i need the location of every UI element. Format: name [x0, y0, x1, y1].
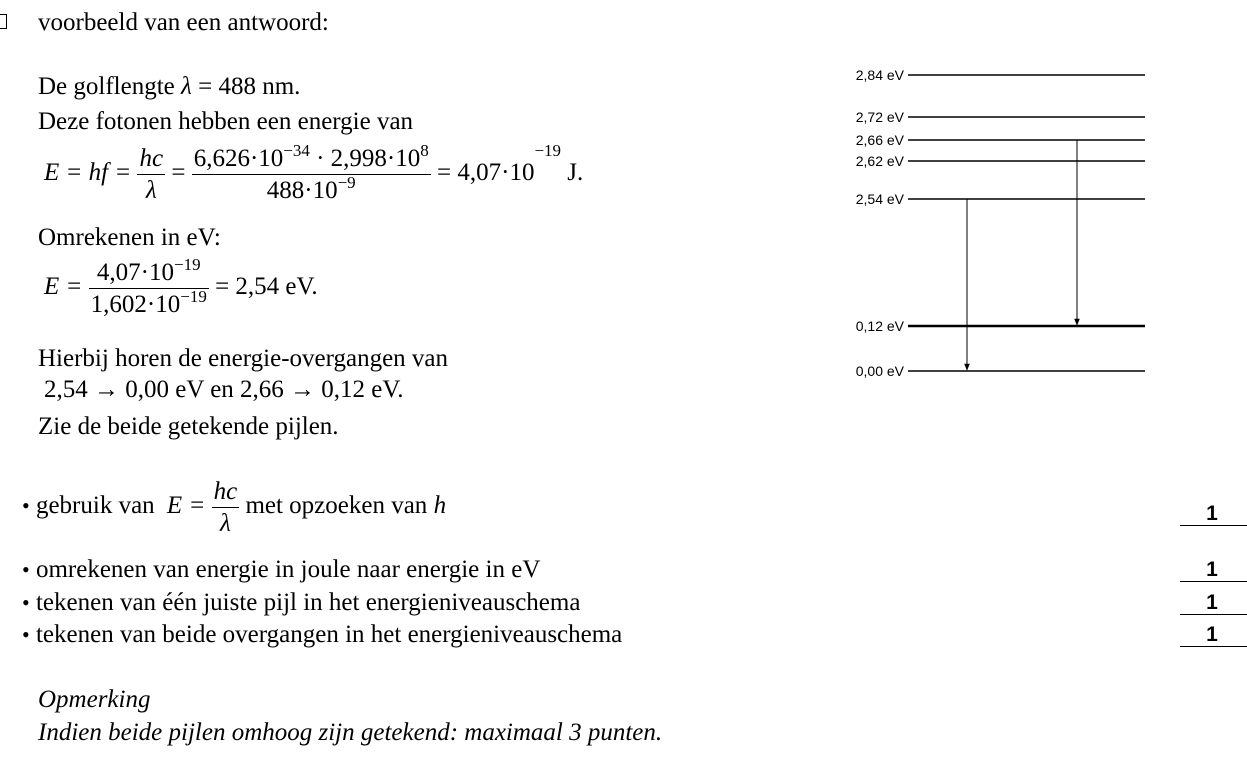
checkbox-marker [0, 14, 7, 29]
transitions-line: Hierbij horen de energie-overgangen van [38, 345, 449, 372]
score-1: 1 [1206, 502, 1218, 525]
energy-level-label: 0,00 eV [855, 363, 904, 379]
energy-level-label: 2,66 eV [855, 132, 904, 148]
energy-level-label: 2,84 eV [855, 67, 904, 83]
score-underline-3 [1180, 614, 1247, 615]
energy-level-label: 2,54 eV [855, 191, 904, 207]
bullet-icon: • [22, 590, 30, 615]
formula-fraction-values: $\frac{6,626\cdot 10^{-34} \cdot 2,998\cdot 10^8}{488\cdot 10^{-9}}$ [193, 141, 429, 204]
bullet-icon: • [22, 493, 30, 519]
energy-level-diagram [840, 60, 1160, 390]
score-underline-2 [1180, 581, 1247, 582]
criterion-2: • omrekenen van energie in joule naar energie in eV [22, 556, 541, 583]
transitions-values: 2,54 → 0,00 eV en 2,66 → 0,12 eV. [44, 376, 404, 403]
energy-level-label: 2,62 eV [855, 153, 904, 169]
score-2: 1 [1206, 558, 1218, 581]
convert-line: Omrekenen in eV: [38, 224, 221, 251]
ev-formula: E = $\frac{4,07\cdot 10^{-19}}{1,602\cdot 10^{-19}}$ = 2,54 eV. [44, 255, 318, 318]
criterion-formula-fraction: $\frac{hc}{\lambda}$ [213, 478, 238, 537]
energy-formula: E = hf = $\frac{hc}{\lambda}$ = $\frac{6,626\cdot 10^{-34} \cdot 2,998\cdot 10^8}{488\cdot 10^{-9}}$ = $4,07\cdot 10^{-19}$ J. [44, 141, 584, 204]
bullet-icon: • [22, 557, 30, 582]
score-underline-1 [1180, 525, 1247, 526]
remark-title: Opmerking [38, 686, 151, 713]
criterion-4: • tekenen van beide overgangen in het energieniveauschema [22, 621, 623, 648]
answer-intro: voorbeeld van een antwoord: [38, 9, 329, 36]
score-3: 1 [1206, 591, 1218, 614]
score-underline-4 [1180, 646, 1247, 647]
remark-text: Indien beide pijlen omhoog zijn getekend: maximaal 3 punten. [38, 719, 663, 746]
criterion-3: • tekenen van één juiste pijl in het energieniveauschema [22, 589, 581, 616]
wavelength-line: De golflengte λ = 488 nm. [38, 73, 301, 100]
criterion-1: • gebruik van E = $\frac{hc}{\lambda}$ met opzoeken van h [22, 478, 447, 537]
energy-level-label: 0,12 eV [855, 318, 904, 334]
score-4: 1 [1206, 623, 1218, 646]
energy-intro-line: Deze fotonen hebben een energie van [38, 108, 414, 135]
arrows-note: Zie de beide getekende pijlen. [38, 413, 339, 440]
energy-level-label: 2,72 eV [855, 109, 904, 125]
bullet-icon: • [22, 622, 30, 647]
ev-fraction: $\frac{4,07\cdot 10^{-19}}{1,602\cdot 10^{-19}}$ [90, 255, 207, 318]
formula-fraction-hc-lambda: $\frac{hc}{\lambda}$ [139, 145, 164, 204]
